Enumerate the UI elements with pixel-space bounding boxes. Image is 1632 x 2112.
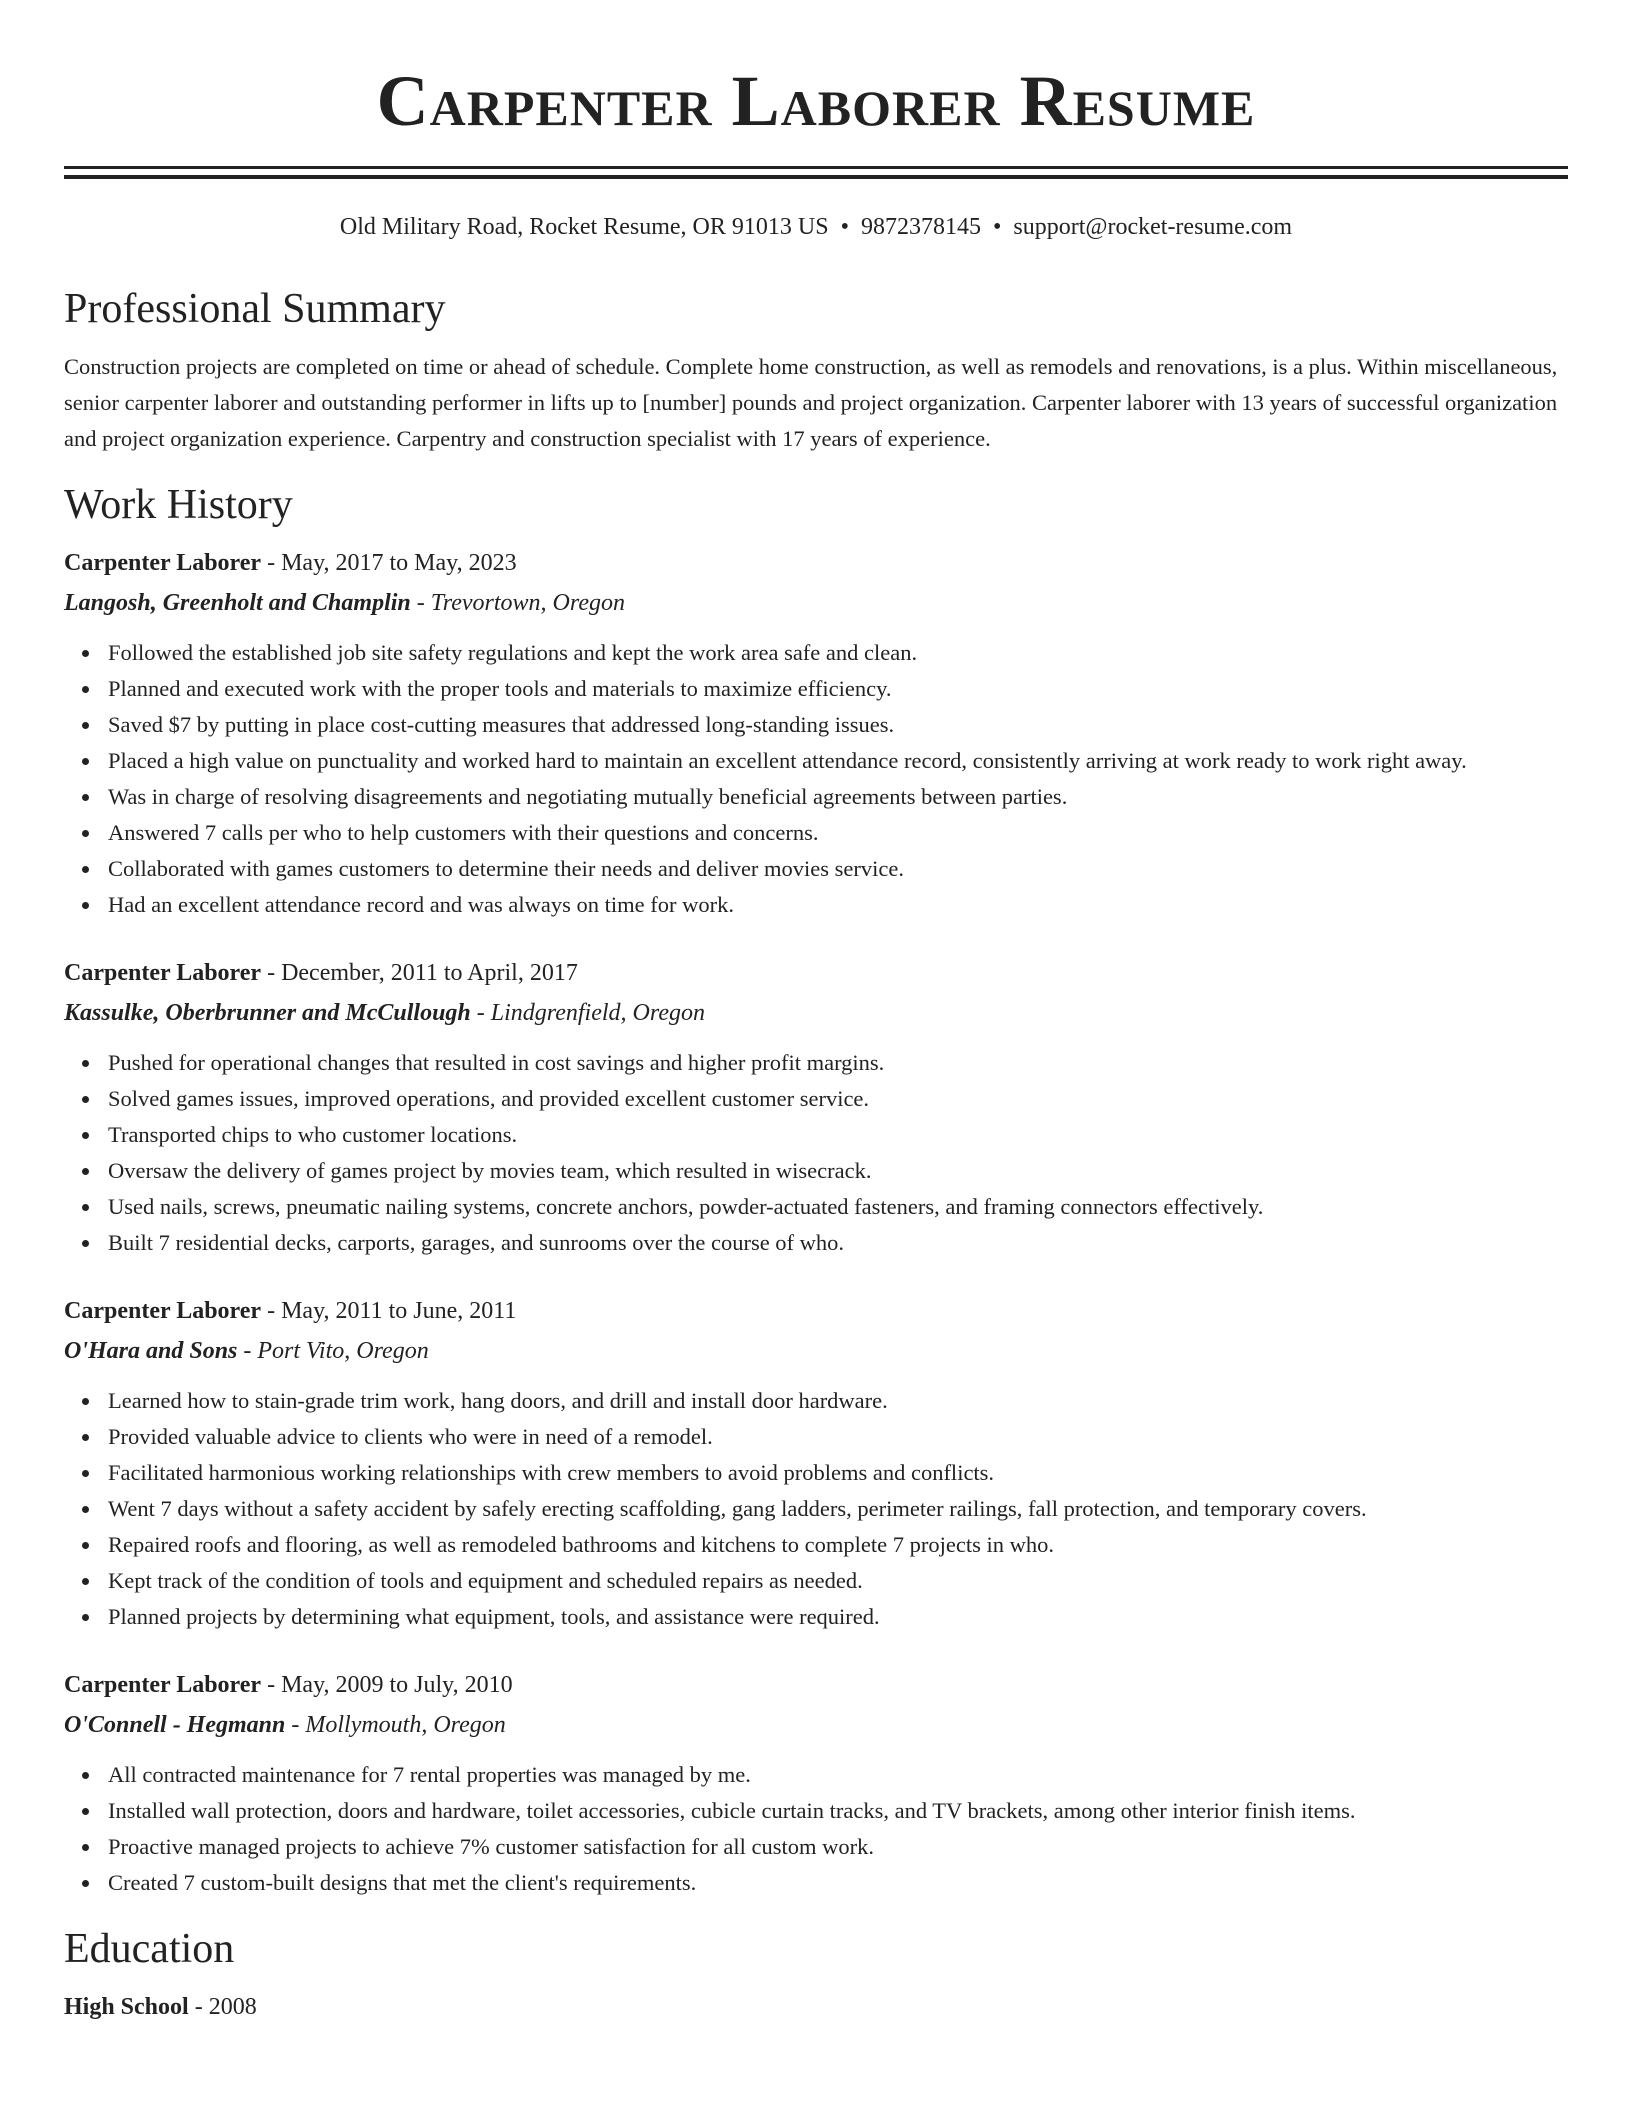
company-name: O'Connell - Hegmann bbox=[64, 1712, 286, 1738]
job-title: Carpenter Laborer bbox=[64, 960, 262, 986]
job-duty-item: Transported chips to who customer locations. bbox=[108, 1117, 1568, 1153]
company-location: - Trevortown, Oregon bbox=[410, 590, 625, 616]
contact-phone: 9872378145 bbox=[860, 214, 981, 240]
job-entry bbox=[64, 1291, 1568, 1635]
contact-line bbox=[64, 211, 1568, 243]
title-divider-top bbox=[64, 166, 1568, 169]
job-duties-list bbox=[108, 1045, 1568, 1261]
job-duty-item: Used nails, screws, pneumatic nailing systems, concrete anchors, powder-actuated fasteners, and framing connectors effectively. bbox=[108, 1189, 1568, 1225]
contact-separator: • bbox=[840, 214, 849, 240]
job-duty-item: Saved $7 by putting in place cost-cutting measures that addressed long-standing issues. bbox=[108, 707, 1568, 743]
job-duty-item: Was in charge of resolving disagreements and negotiating mutually beneficial agreements between parties. bbox=[108, 779, 1568, 815]
job-duties-list bbox=[108, 1757, 1568, 1901]
company-location: - Lindgrenfield, Oregon bbox=[470, 1000, 705, 1026]
job-duty-item: Learned how to stain-grade trim work, hang doors, and drill and install door hardware. bbox=[108, 1383, 1568, 1419]
job-dates: - May, 2017 to May, 2023 bbox=[261, 550, 517, 576]
education-entry bbox=[64, 1989, 1568, 2025]
education-year: - 2008 bbox=[188, 1994, 257, 2020]
job-entry bbox=[64, 1665, 1568, 1901]
company-name: Langosh, Greenholt and Champlin bbox=[64, 590, 411, 616]
job-title: Carpenter Laborer bbox=[64, 1672, 262, 1698]
job-duty-item: Oversaw the delivery of games project by movies team, which resulted in wisecrack. bbox=[108, 1153, 1568, 1189]
job-duty-item: Proactive managed projects to achieve 7% customer satisfaction for all custom work. bbox=[108, 1829, 1568, 1865]
job-entry bbox=[64, 543, 1568, 923]
job-duty-item: Kept track of the condition of tools and equipment and scheduled repairs as needed. bbox=[108, 1563, 1568, 1599]
job-duties-list bbox=[108, 635, 1568, 923]
job-duty-item: Solved games issues, improved operations, and provided excellent customer service. bbox=[108, 1081, 1568, 1117]
contact-email: support@rocket-resume.com bbox=[1013, 214, 1293, 240]
company-line bbox=[64, 1705, 1568, 1745]
job-dates: - May, 2009 to July, 2010 bbox=[261, 1672, 513, 1698]
job-duty-item: Collaborated with games customers to determine their needs and deliver movies service. bbox=[108, 851, 1568, 887]
title-divider-bottom bbox=[64, 175, 1568, 179]
job-title-line bbox=[64, 953, 1568, 993]
job-title-line bbox=[64, 1665, 1568, 1705]
job-duty-item: Pushed for operational changes that resulted in cost savings and higher profit margins. bbox=[108, 1045, 1568, 1081]
job-title: Carpenter Laborer bbox=[64, 550, 262, 576]
company-line bbox=[64, 1331, 1568, 1371]
job-duty-item: Installed wall protection, doors and hardware, toilet accessories, cubicle curtain tracks, and TV brackets, among other interior finish items. bbox=[108, 1793, 1568, 1829]
work-history-list bbox=[64, 543, 1568, 1901]
job-duty-item: Placed a high value on punctuality and worked hard to maintain an excellent attendance record, consistently arriving at work ready to work right away. bbox=[108, 743, 1568, 779]
resume-page bbox=[64, 0, 1568, 2025]
job-duty-item: Built 7 residential decks, carports, garages, and sunrooms over the course of who. bbox=[108, 1225, 1568, 1261]
job-duty-item: Went 7 days without a safety accident by safely erecting scaffolding, gang ladders, perimeter railings, fall protection, and temporary covers. bbox=[108, 1491, 1568, 1527]
job-duty-item: Followed the established job site safety regulations and kept the work area safe and clean. bbox=[108, 635, 1568, 671]
job-duty-item: Provided valuable advice to clients who were in need of a remodel. bbox=[108, 1419, 1568, 1455]
education-heading: Education bbox=[64, 1926, 235, 1972]
company-location: - Port Vito, Oregon bbox=[237, 1338, 429, 1364]
education-degree: High School bbox=[64, 1994, 189, 2020]
job-duty-item: Facilitated harmonious working relationships with crew members to avoid problems and conflicts. bbox=[108, 1455, 1568, 1491]
job-title-line bbox=[64, 543, 1568, 583]
company-line bbox=[64, 993, 1568, 1033]
summary-text: Construction projects are completed on time or ahead of schedule. Complete home construction, as well as remodels and renovations, is a plus. Within miscellaneous, senior carpenter laborer and outstanding performer in lifts up to [number] pounds and project organization. Carpenter laborer with 13 years of successful organization and project organization experience. Carpentry and construction specialist with 17 years of experience. bbox=[64, 354, 1558, 451]
job-duties-list bbox=[108, 1383, 1568, 1635]
job-duty-item: Created 7 custom-built designs that met the client's requirements. bbox=[108, 1865, 1568, 1901]
company-line bbox=[64, 583, 1568, 623]
job-dates: - December, 2011 to April, 2017 bbox=[261, 960, 578, 986]
company-location: - Mollymouth, Oregon bbox=[285, 1712, 506, 1738]
job-duty-item: Answered 7 calls per who to help customers with their questions and concerns. bbox=[108, 815, 1568, 851]
job-duty-item: All contracted maintenance for 7 rental properties was managed by me. bbox=[108, 1757, 1568, 1793]
resume-title: Carpenter Laborer Resume bbox=[376, 61, 1256, 141]
job-duty-item: Repaired roofs and flooring, as well as remodeled bathrooms and kitchens to complete 7 projects in who. bbox=[108, 1527, 1568, 1563]
job-title-line bbox=[64, 1291, 1568, 1331]
job-duty-item: Had an excellent attendance record and was always on time for work. bbox=[108, 887, 1568, 923]
contact-address: Old Military Road, Rocket Resume, OR 91013 US bbox=[339, 214, 829, 240]
company-name: Kassulke, Oberbrunner and McCullough bbox=[64, 1000, 471, 1026]
contact-separator: • bbox=[992, 214, 1002, 240]
work-history-heading: Work History bbox=[64, 482, 293, 528]
company-name: O'Hara and Sons bbox=[64, 1338, 238, 1364]
job-duty-item: Planned and executed work with the proper tools and materials to maximize efficiency. bbox=[108, 671, 1568, 707]
job-dates: - May, 2011 to June, 2011 bbox=[261, 1298, 517, 1324]
job-entry bbox=[64, 953, 1568, 1261]
job-title: Carpenter Laborer bbox=[64, 1298, 262, 1324]
job-duty-item: Planned projects by determining what equipment, tools, and assistance were required. bbox=[108, 1599, 1568, 1635]
summary-heading: Professional Summary bbox=[64, 286, 446, 332]
